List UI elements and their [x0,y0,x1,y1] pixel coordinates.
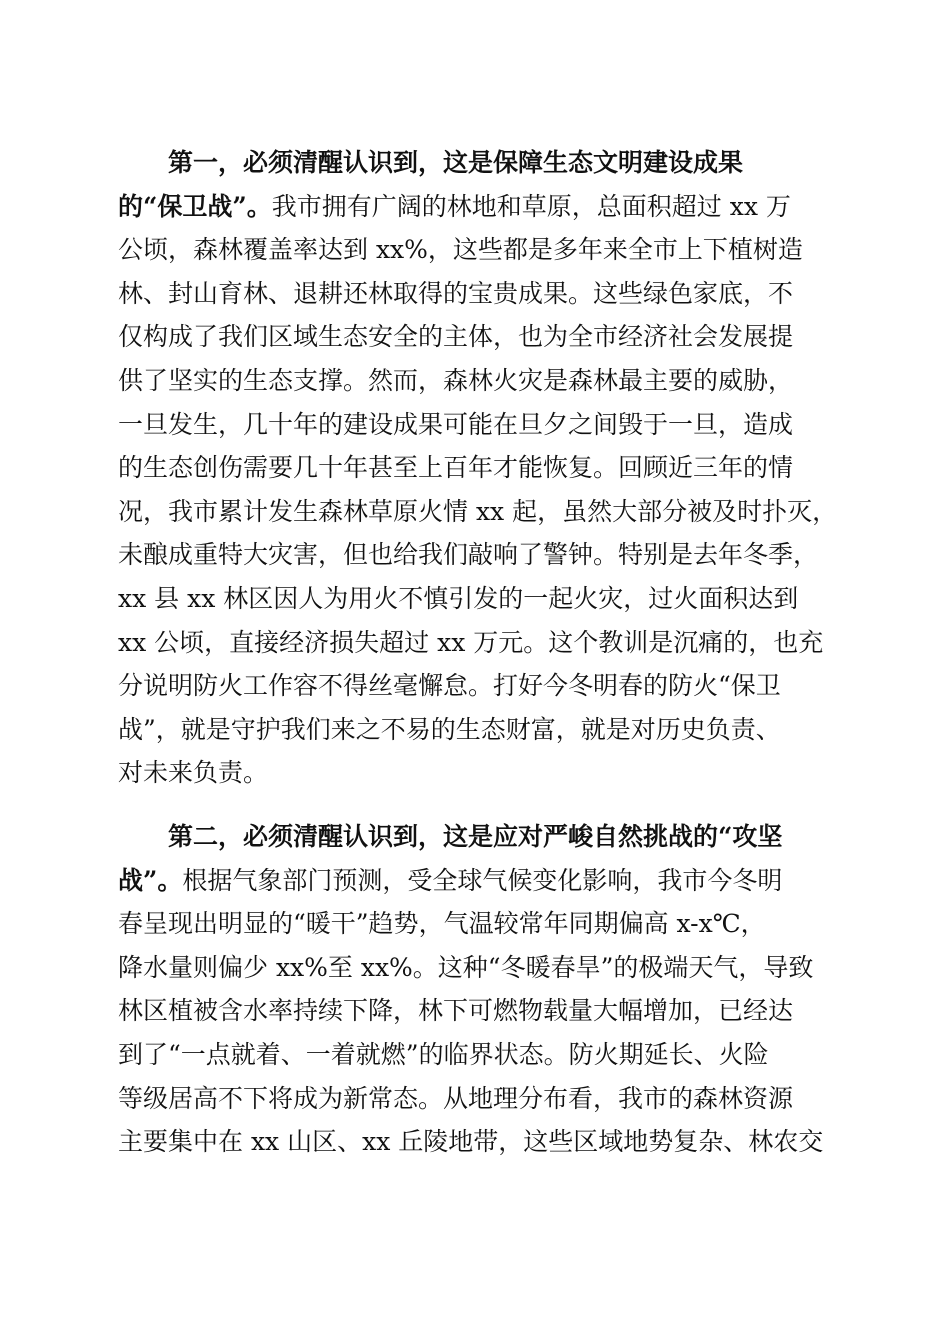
paragraph-second [118,815,834,1164]
paragraph-first-line-6: 供了坚实的生态支撑。然而，森林火灾是森林最主要的威胁， [118,365,794,395]
paragraph-second-line-5: 林区植被含水率持续下降，林下可燃物载量大幅增加，已经达 [118,996,794,1026]
paragraph-first-line-5: 仅构成了我们区域生态安全的主体，也为全市经济社会发展提 [118,322,794,352]
paragraph-first-line-13: 分说明防火工作容不得丝毫懈怠。打好今冬明春的防火“保卫 [118,671,781,701]
paragraph-first [118,141,838,795]
bold-lead-tail: 的“保卫战”。 [118,191,272,221]
paragraph-first-line-2 [118,185,834,229]
paragraph-first-line-3: 公顷，森林覆盖率达到 xx%，这些都是多年来全市上下植树造 [118,235,803,265]
paragraph-second-line-1: 第二，必须清醒认识到，这是应对严峻自然挑战的“攻坚 [168,822,783,851]
paragraph-first-line-15: 对未来负责。 [118,758,269,788]
paragraph-second-line-2 [118,859,834,903]
paragraph-first-line-10: 未酿成重特大灾害，但也给我们敲响了警钟。特别是去年冬季， [118,540,819,570]
paragraph-first-line-9: 况，我市累计发生森林草原火情 xx 起，虽然大部分被及时扑灭， [118,496,838,526]
paragraph-second-line-4: 降水量则偏少 xx%至 xx%。这种“冬暖春旱”的极端天气，导致 [118,952,814,982]
paragraph-first-line-1: 第一，必须清醒认识到，这是保障生态文明建设成果 [168,148,744,177]
body-text-tail: 根据气象部门预测，受全球气候变化影响，我市今冬明 [182,865,783,895]
body-text-tail: 我市拥有广阔的林地和草原，总面积超过 xx 万 [271,191,791,221]
bold-lead-tail: 战”。 [118,865,183,895]
paragraph-first-line-11: xx 县 xx 林区因人为用火不慎引发的一起火灾，过火面积达到 [118,583,799,613]
paragraph-first-line-14: 战”，就是守护我们来之不易的生态财富，就是对历史负责、 [118,714,781,744]
paragraph-first-line-7: 一旦发生，几十年的建设成果可能在旦夕之间毁于一旦，造成 [118,409,794,439]
paragraph-first-line-12: xx 公顷，直接经济损失超过 xx 万元。这个教训是沉痛的，也充 [118,627,824,657]
paragraph-second-line-7: 等级居高不下将成为新常态。从地理分布看，我市的森林资源 [118,1083,794,1113]
paragraph-second-line-3: 春呈现出明显的“暖干”趋势，气温较常年同期偏高 x-x℃， [118,909,766,939]
paragraph-first-line-4: 林、封山育林、退耕还林取得的宝贵成果。这些绿色家底，不 [118,278,794,308]
paragraph-second-line-8: 主要集中在 xx 山区、xx 丘陵地带，这些区域地势复杂、林农交 [118,1127,824,1157]
paragraph-first-line-8: 的生态创伤需要几十年甚至上百年才能恢复。回顾近三年的情 [118,453,794,483]
paragraph-second-line-6: 到了“一点就着、一着就燃”的临界状态。防火期延长、火险 [118,1039,769,1069]
